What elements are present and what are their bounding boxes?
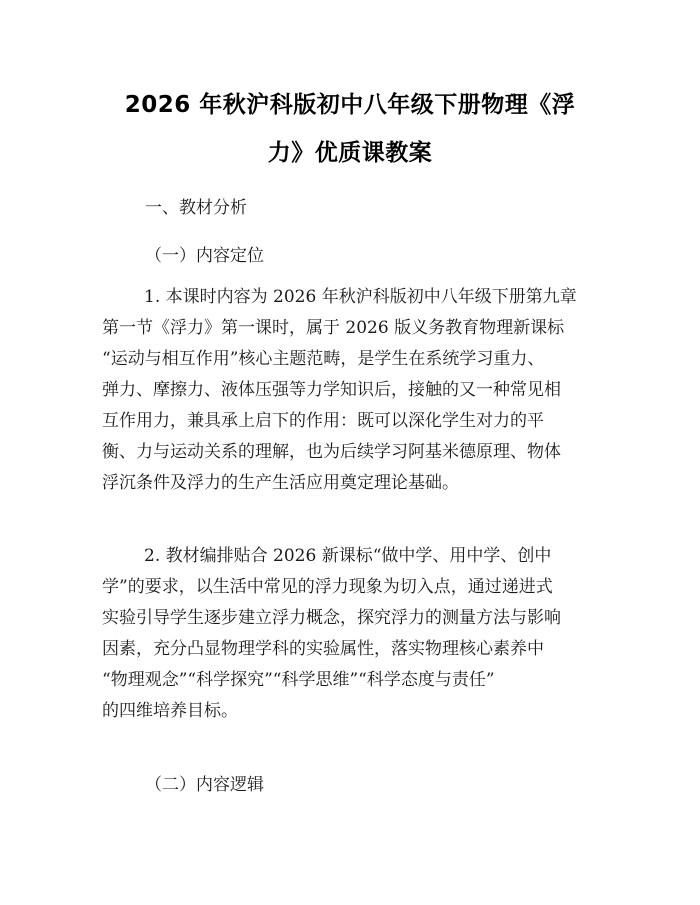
paragraph-1-line: 弹力、摩擦力、液体压强等力学知识后，接触的又一种常见相 bbox=[102, 380, 561, 400]
paragraph-1-line: 浮沉条件及浮力的生产生活应用奠定理论基础。 bbox=[102, 473, 459, 493]
paragraph-1-line: 衡、力与运动关系的理解，也为后续学习阿基米德原理、物体 bbox=[102, 442, 561, 462]
paragraph-2-line: 学”的要求，以生活中常见的浮力现象为切入点，通过递进式 bbox=[102, 577, 553, 597]
document-title-line-1: 2026 年秋沪科版初中八年级下册物理《浮 bbox=[124, 92, 576, 118]
paragraph-1 bbox=[102, 282, 602, 499]
document-title-line-2: 力》优质课教案 bbox=[267, 140, 433, 166]
paragraph-2-line: 实验引导学生逐步建立浮力概念，探究浮力的测量方法与影响 bbox=[102, 608, 561, 628]
paragraph-2-line: 2. 教材编排贴合 2026 新课标“做中学、用中学、创中 bbox=[144, 546, 552, 566]
paragraph-1-line: 第一节《浮力》第一课时，属于 2026 版义务教育物理新课标 bbox=[102, 318, 565, 338]
subsection-heading-content-positioning: （一）内容定位 bbox=[145, 246, 264, 266]
paragraph-2-line: 的四维培养目标。 bbox=[102, 701, 238, 721]
paragraph-1-line: 1. 本课时内容为 2026 年秋沪科版初中八年级下册第九章 bbox=[144, 287, 577, 307]
paragraph-1-line: 互作用力，兼具承上启下的作用：既可以深化学生对力的平 bbox=[102, 411, 544, 431]
paragraph-2 bbox=[102, 541, 602, 727]
subsection-heading-content-logic: （二）内容逻辑 bbox=[145, 775, 264, 795]
paragraph-2-line: 因素，充分凸显物理学科的实验属性，落实物理核心素养中 bbox=[102, 639, 544, 659]
paragraph-2-line: “物理观念”“科学探究”“科学思维”“科学态度与责任” bbox=[102, 670, 495, 690]
section-heading-textbook-analysis: 一、教材分析 bbox=[145, 198, 247, 218]
paragraph-1-line: “运动与相互作用”核心主题范畴，是学生在系统学习重力、 bbox=[102, 349, 545, 369]
